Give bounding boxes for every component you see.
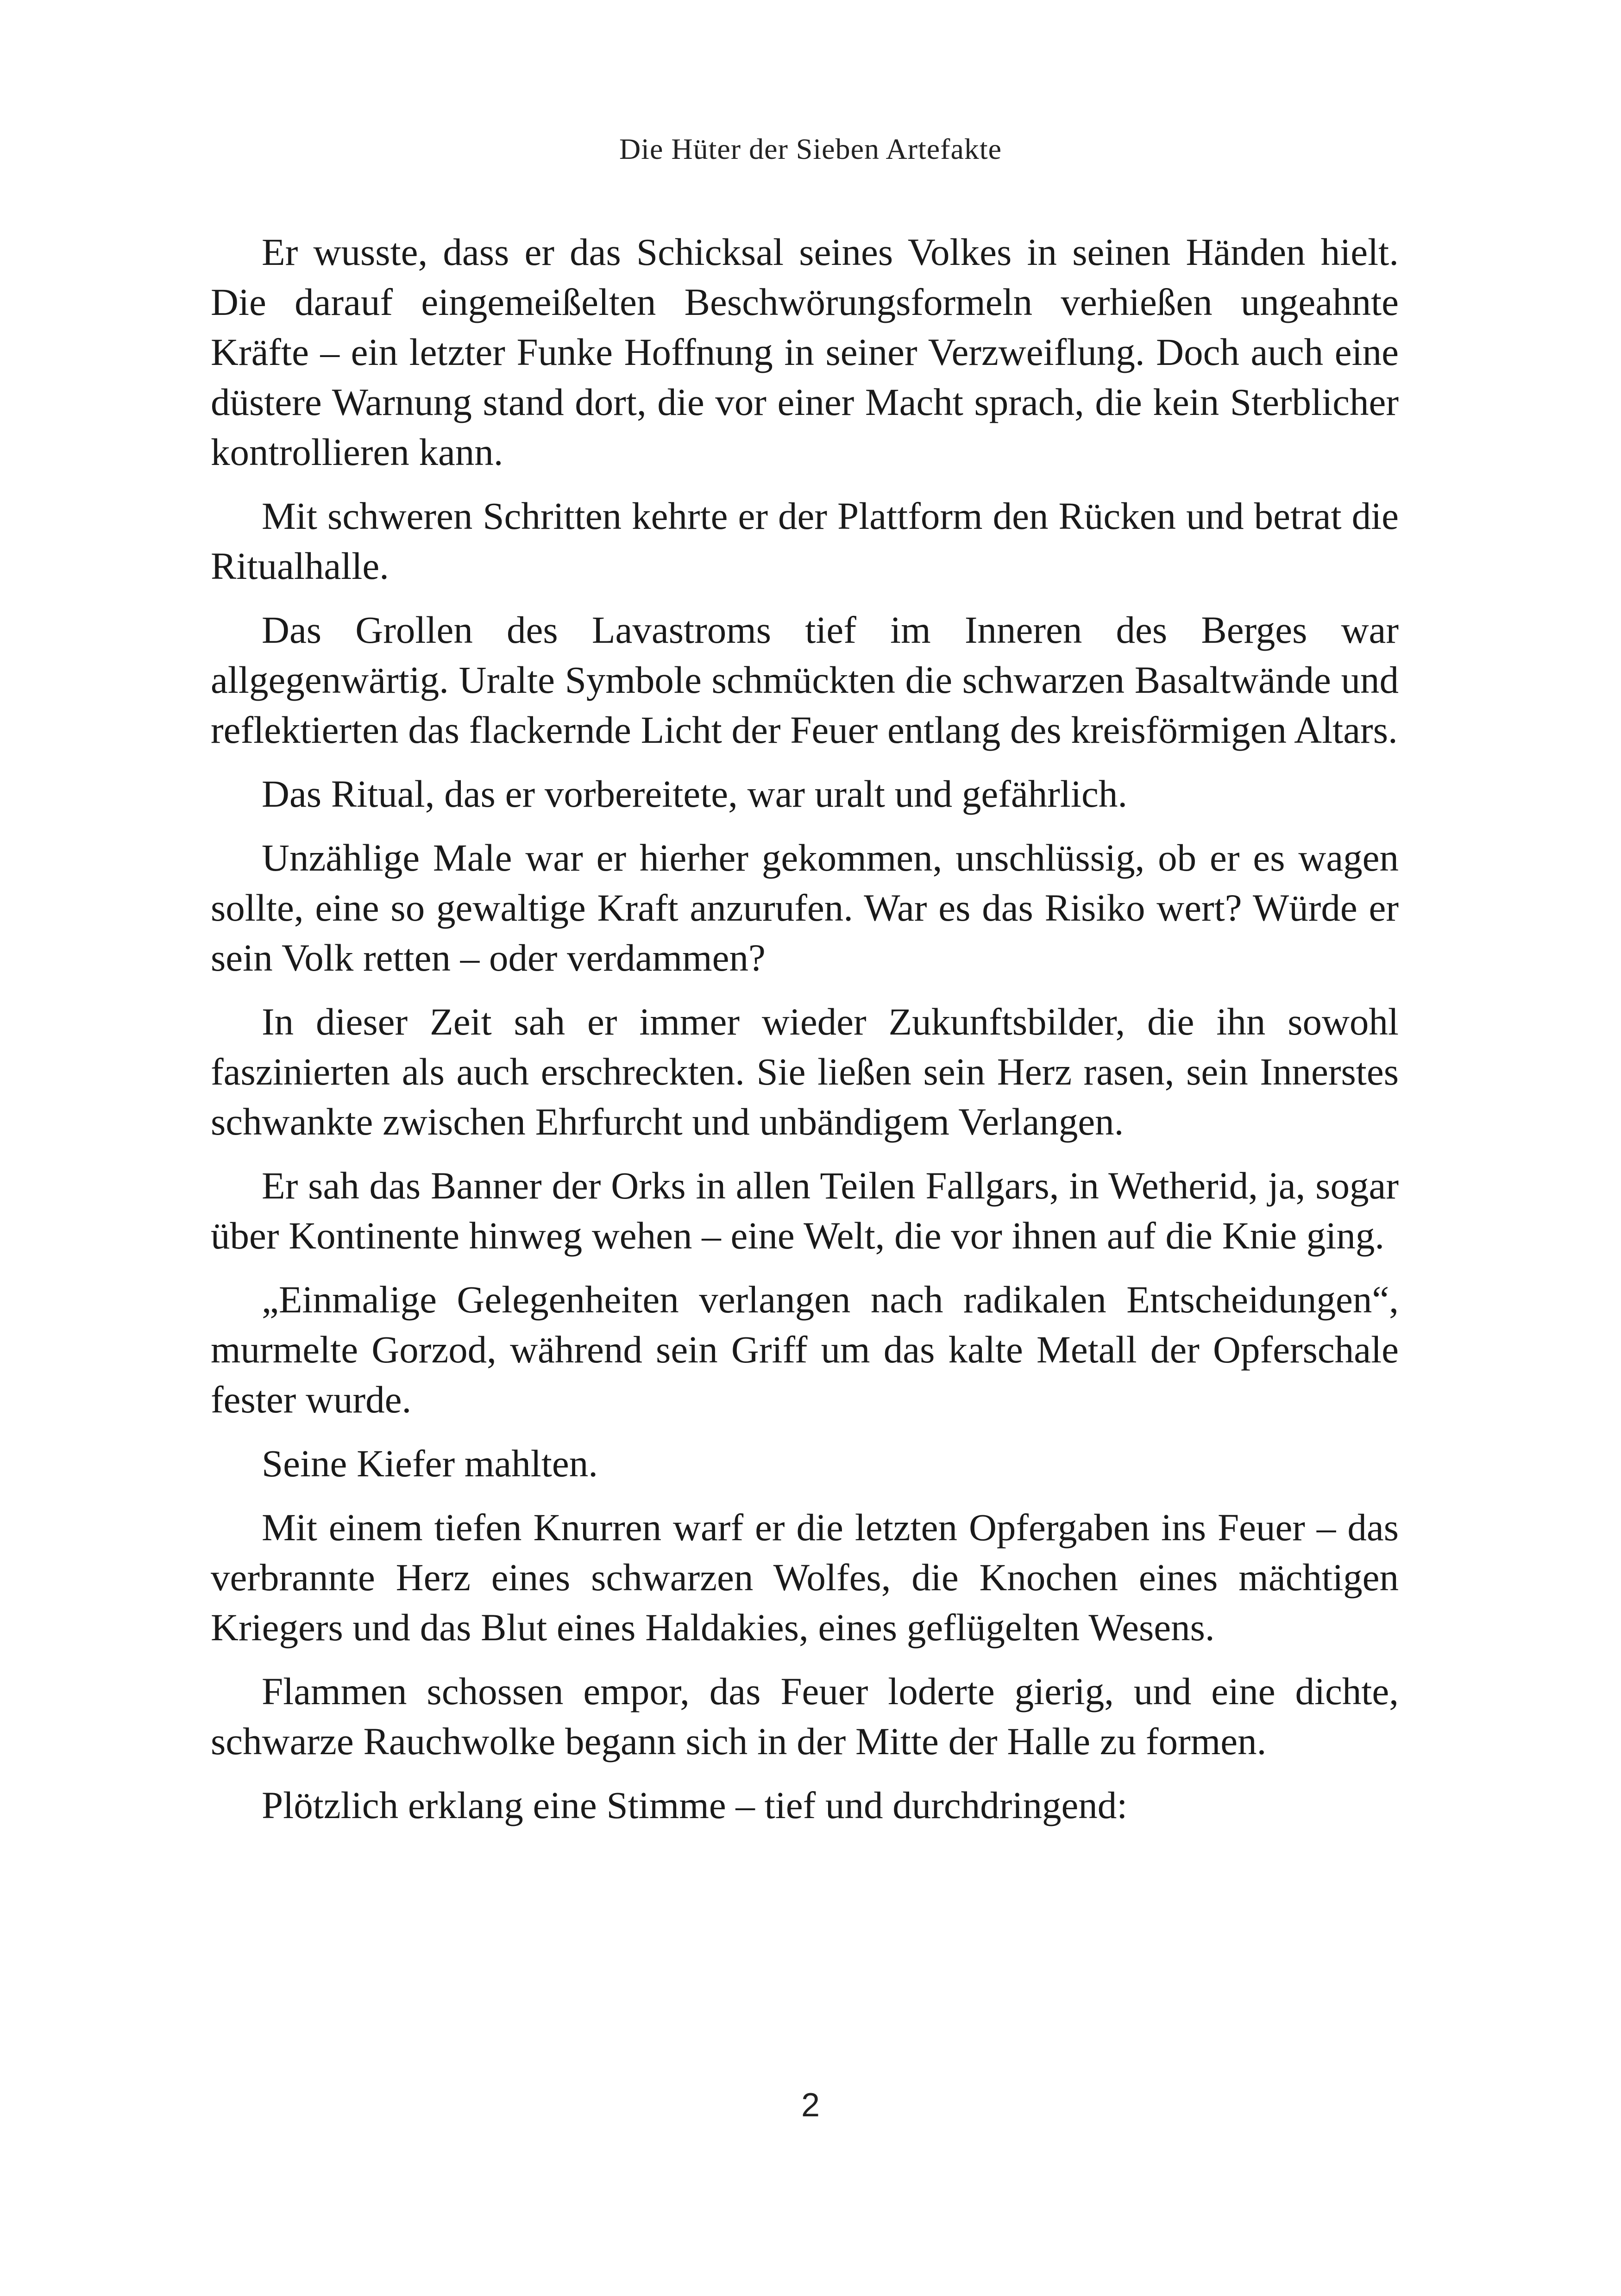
paragraph: Das Ritual, das er vorbereitete, war uralt und gefährlich.	[262, 772, 1128, 815]
paragraph: Mit schweren Schritten kehrte er der Plattform den Rücken und betrat die Ritualhalle.	[211, 495, 1399, 587]
paragraph: Seine Kiefer mahlten.	[262, 1442, 598, 1485]
paragraph: Mit einem tiefen Knurren warf er die letzten Opfergaben ins Feuer – das verbrannte Herz eines schwarzen Wolfes, die Knochen eines mächtigen Kriegers und das Blut eines Haldakies, eines geflügelten Wesens.	[211, 1506, 1399, 1649]
paragraph: Unzählige Male war er hierher gekommen, unschlüssig, ob er es wagen sollte, eine so gewaltige Kraft anzurufen. War es das Risiko wert? Würde er sein Volk retten – oder verdammen?	[211, 836, 1399, 979]
paragraph: Flammen schossen empor, das Feuer loderte gierig, und eine dichte, schwarze Rauchwolke begann sich in der Mitte der Halle zu formen.	[211, 1670, 1399, 1763]
paragraph: Er wusste, dass er das Schicksal seines Volkes in seinen Händen hielt. Die darauf eingemeißelten Beschwörungsformeln verhießen ungeahnte Kräfte – ein letzter Funke Hoffnung in seiner Verzweiflung. Doch auch eine düstere Warnung stand dort, die vor einer Macht sprach, die kein Sterblicher kontrollieren kann.	[211, 231, 1399, 473]
paragraph: In dieser Zeit sah er immer wieder Zukunftsbilder, die ihn sowohl faszinierten als auch erschreckten. Sie ließen sein Herz rasen, sein Innerstes schwankte zwischen Ehrfurcht und unbändigem Verlangen.	[211, 1000, 1399, 1143]
paragraph: Er sah das Banner der Orks in allen Teilen Fallgars, in Wetherid, ja, sogar über Kontinente hinweg wehen – eine Welt, die vor ihnen auf die Knie ging.	[211, 1164, 1399, 1257]
body-text	[211, 227, 1399, 1844]
running-header: Die Hüter der Sieben Artefakte	[619, 132, 1002, 165]
page-number: 2	[801, 2087, 820, 2124]
paragraph: Plötzlich erklang eine Stimme – tief und durchdringend:	[262, 1784, 1128, 1826]
paragraph: „Einmalige Gelegenheiten verlangen nach radikalen Entscheidungen“, murmelte Gorzod, während sein Griff um das kalte Metall der Opferschale fester wurde.	[211, 1278, 1399, 1421]
paragraph: Das Grollen des Lavastroms tief im Inneren des Berges war allgegenwärtig. Uralte Symbole schmückten die schwarzen Basaltwände und reflektierten das flackernde Licht der Feuer entlang des kreisförmigen Altars.	[211, 609, 1399, 751]
